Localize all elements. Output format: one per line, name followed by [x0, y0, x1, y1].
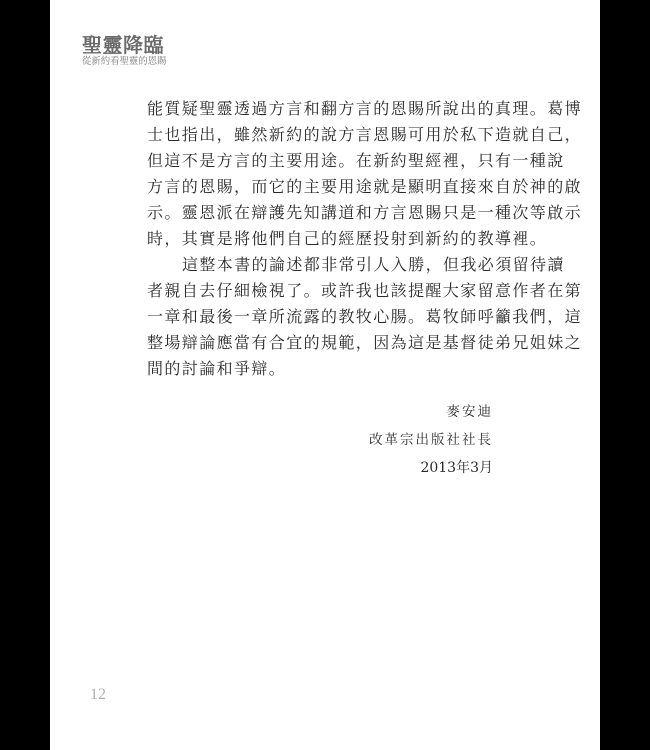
text-line: 士也指出，雖然新約的說方言恩賜可用於私下造就自己， [147, 125, 583, 144]
signature-block [369, 398, 493, 482]
text-line: 整場辯論應當有合宜的規範，因為這是基督徒弟兄姐妹之 [147, 333, 583, 352]
book-subtitle: 從新約看聖靈的恩賜 [82, 56, 167, 67]
book-page [50, 0, 600, 750]
text-line: 方言的恩賜，而它的主要用途就是顯明直接來自於神的啟 [147, 177, 583, 196]
text-line: 一章和最後一章所流露的教牧心腸。葛牧師呼籲我們，這 [147, 307, 583, 326]
book-title: 聖靈降臨 [82, 33, 164, 57]
body-text [147, 96, 583, 382]
text-line: 能質疑聖靈透過方言和翻方言的恩賜所說出的真理。葛博 [147, 99, 583, 118]
text-line: 但這不是方言的主要用途。在新約聖經裡，只有一種說 [147, 151, 565, 170]
paragraph-1 [147, 96, 583, 252]
text-line: 間的討論和爭辯。 [147, 359, 287, 378]
signature-title: 改革宗出版社社長 [369, 432, 493, 448]
page-number: 12 [90, 686, 106, 703]
text-line: 者親自去仔細檢視了。或許我也該提醒大家留意作者在第 [147, 281, 583, 300]
signature-name: 麥安迪 [446, 404, 493, 420]
paragraph-2 [147, 252, 583, 382]
running-head [82, 34, 172, 67]
signature-date: 2013年3月 [420, 460, 493, 476]
text-line: 這整本書的論述都非常引人入勝，但我必須留待讀 [182, 255, 565, 274]
text-line: 示。靈恩派在辯護先知講道和方言恩賜只是一種次等啟示 [147, 203, 583, 222]
text-line: 時，其實是將他們自己的經歷投射到新約的教導裡。 [147, 229, 548, 248]
